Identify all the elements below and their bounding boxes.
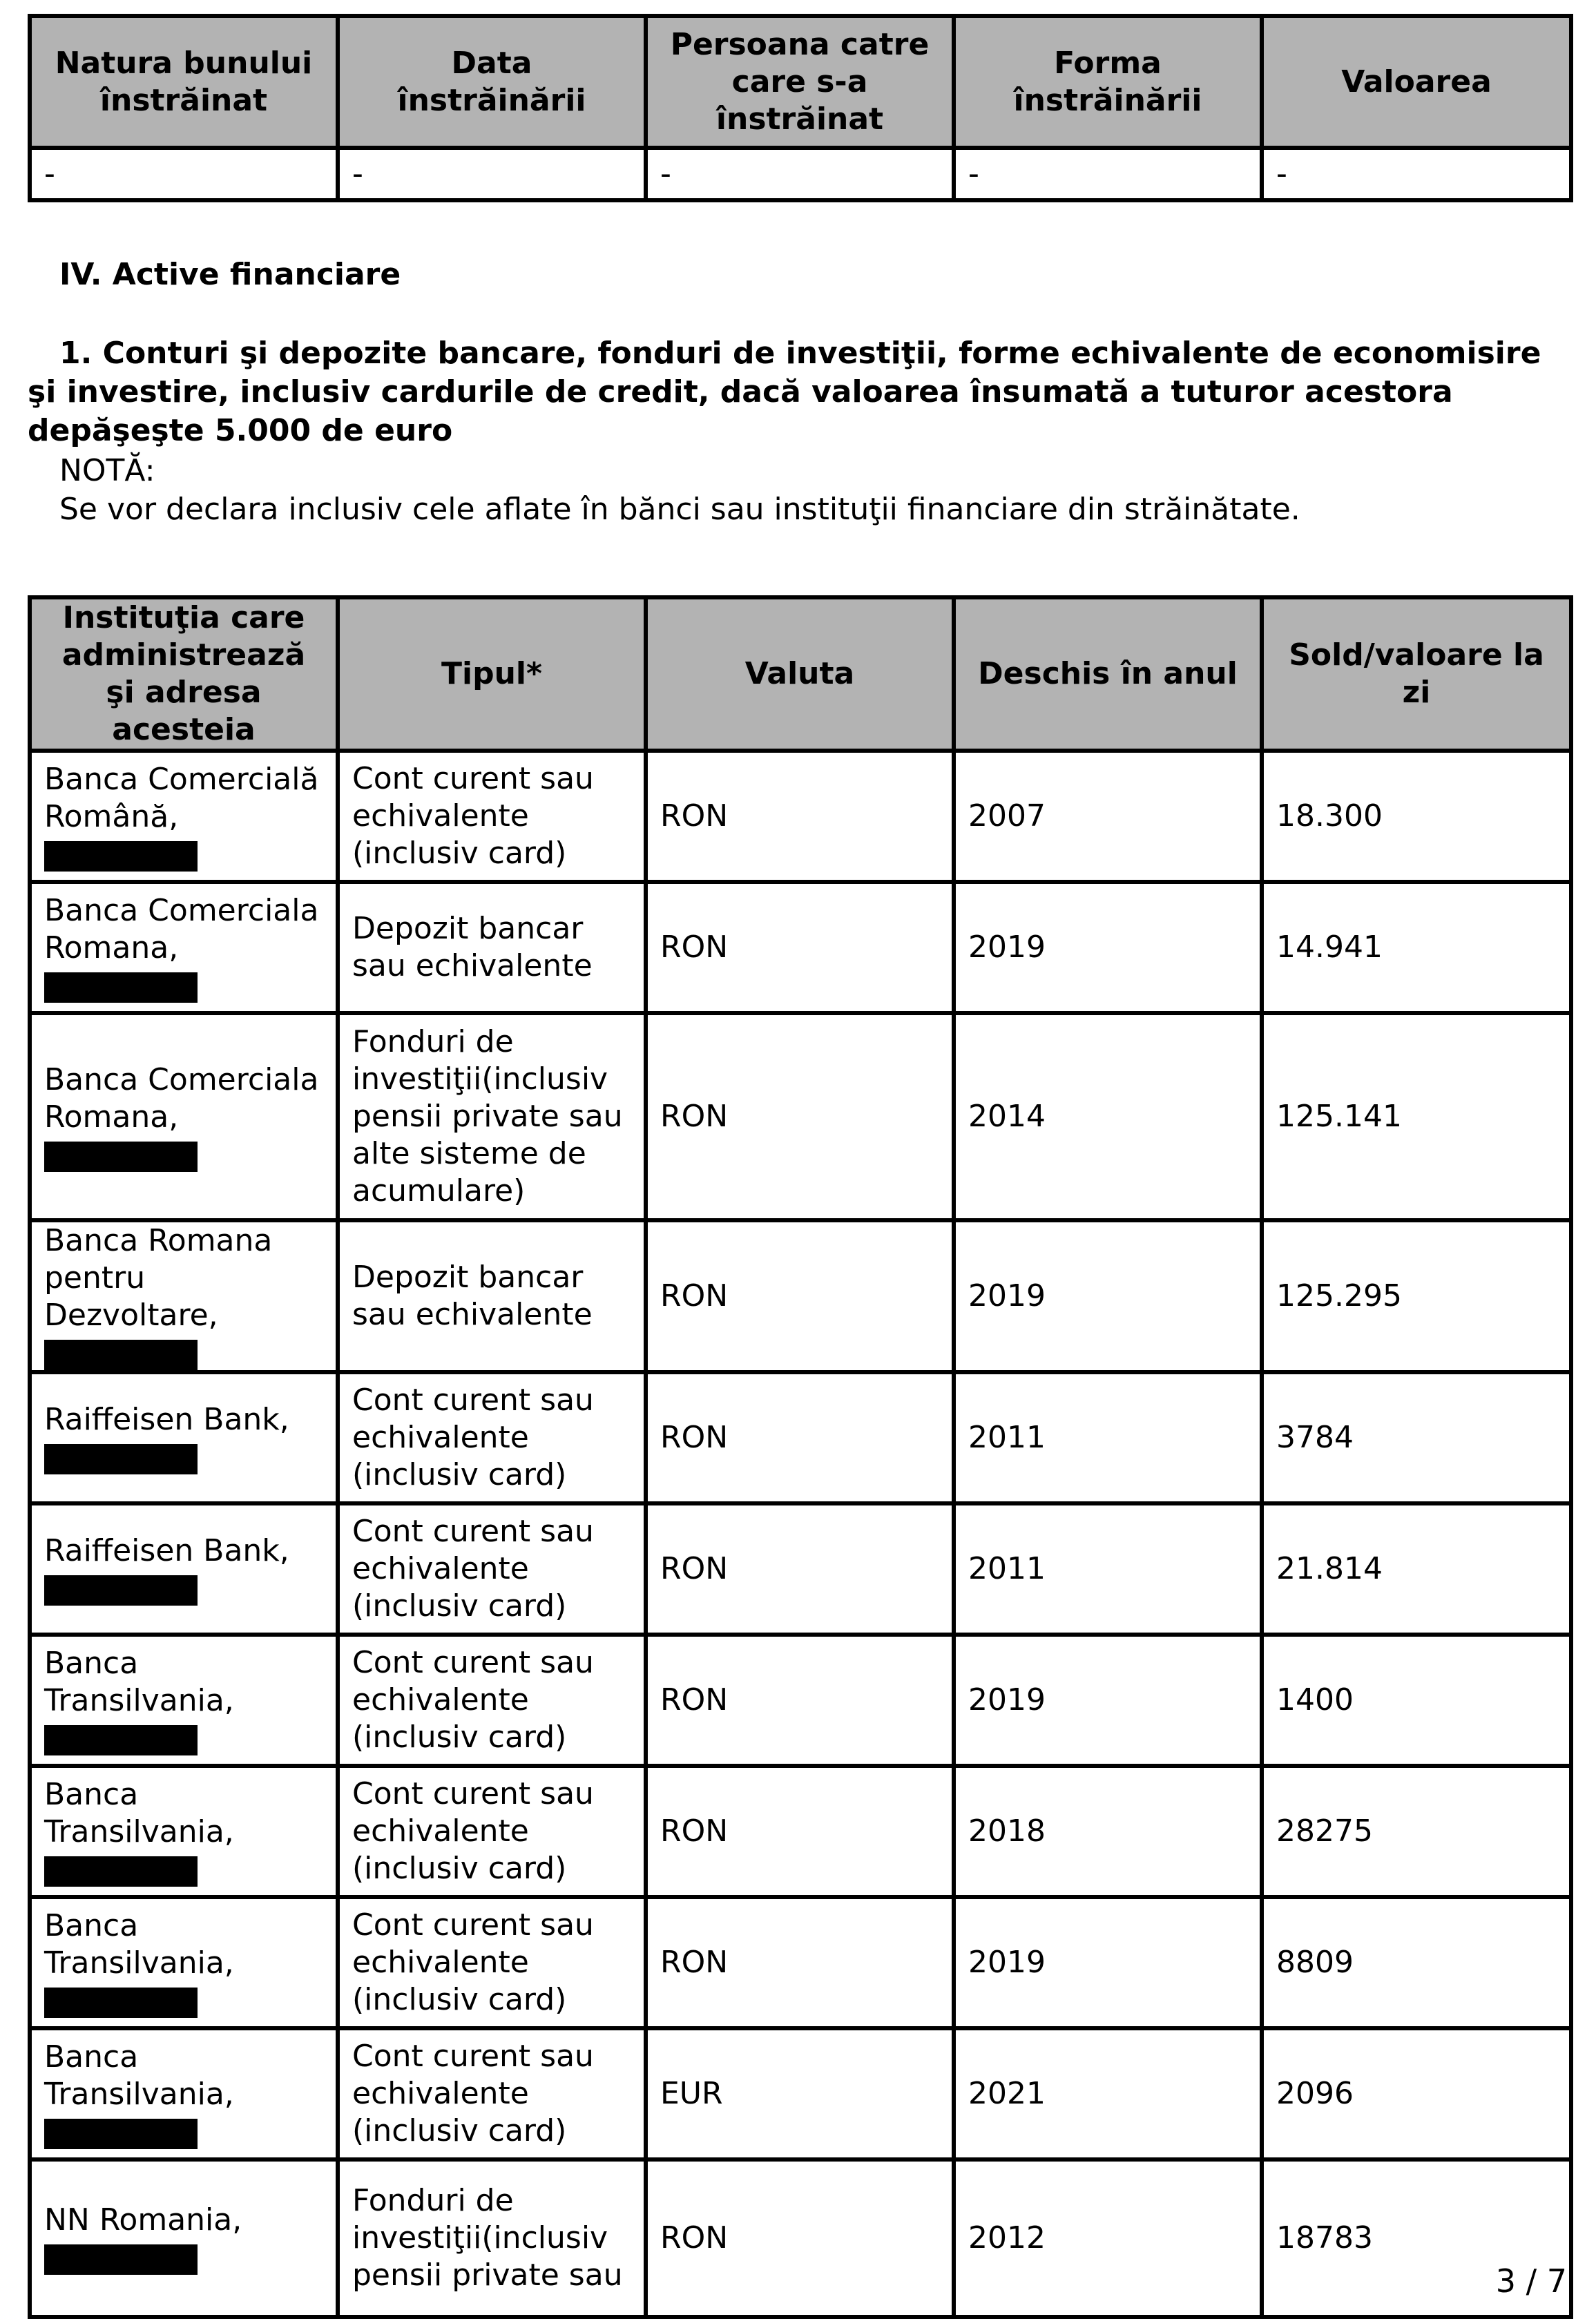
institution-cell: [30, 1503, 338, 1635]
institution-name: Banca Comerciala Romana,: [44, 1062, 319, 1135]
redacted-address: [44, 1444, 198, 1474]
currency-cell: EUR: [646, 2028, 954, 2159]
institution-cell: [30, 1897, 338, 2028]
table-row: [30, 1220, 1571, 1372]
currency-cell: RON: [646, 1635, 954, 1766]
type-cell: Cont curent sau echivalente (inclusiv card): [338, 1897, 646, 2028]
header-deschis: Deschis în anul: [954, 597, 1262, 751]
balance-cell: 8809: [1262, 1897, 1571, 2028]
type-cell: Cont curent sau echivalente (inclusiv card): [338, 1503, 646, 1635]
balance-cell: 1400: [1262, 1635, 1571, 1766]
header-tipul: Tipul*: [338, 597, 646, 751]
balance-cell: 18783: [1262, 2159, 1571, 2317]
balance-cell: 125.141: [1262, 1013, 1571, 1220]
header-sold: Sold/valoare la zi: [1262, 597, 1571, 751]
table-cell: -: [646, 148, 954, 200]
type-cell: Cont curent sau echivalente (inclusiv card): [338, 1635, 646, 1766]
page-number: 3 / 7: [1495, 2262, 1567, 2300]
year-cell: 2019: [954, 1635, 1262, 1766]
table-row: [30, 148, 1571, 200]
header-natura-bunului: Natura bunului înstrăinat: [30, 16, 338, 148]
section-paragraph: 1. Conturi şi depozite bancare, fonduri de investiţii, forme echivalente de economisire şi investire, inclusiv cardurile de credit, dacă valoarea însumată a tuturor acestora depăşeşte 5.000 de euro: [28, 336, 1541, 448]
type-cell: Fonduri de investiţii(inclusiv pensii private sau: [338, 2159, 646, 2317]
header-forma: Forma înstrăinării: [954, 16, 1262, 148]
balance-cell: 3784: [1262, 1372, 1571, 1503]
currency-cell: RON: [646, 1013, 954, 1220]
year-cell: 2018: [954, 1766, 1262, 1897]
type-cell: Cont curent sau echivalente (inclusiv card): [338, 1766, 646, 1897]
type-cell: Depozit bancar sau echivalente: [338, 1220, 646, 1372]
section-title: IV. Active financiare: [59, 257, 401, 292]
table-cell: -: [1262, 148, 1571, 200]
institution-cell: [30, 1635, 338, 1766]
currency-cell: RON: [646, 1766, 954, 1897]
currency-cell: RON: [646, 751, 954, 882]
institution-cell: [30, 751, 338, 882]
year-cell: 2019: [954, 1897, 1262, 2028]
year-cell: 2011: [954, 1503, 1262, 1635]
header-persoana: Persoana catre care s-a înstrăinat: [646, 16, 954, 148]
institution-name: Banca Transilvania,: [44, 2039, 234, 2112]
balance-cell: 18.300: [1262, 751, 1571, 882]
table-cell: -: [338, 148, 646, 200]
type-cell: Cont curent sau echivalente (inclusiv card): [338, 1372, 646, 1503]
redacted-address: [44, 972, 198, 1003]
currency-cell: RON: [646, 1372, 954, 1503]
header-valuta: Valuta: [646, 597, 954, 751]
balance-cell: 21.814: [1262, 1503, 1571, 1635]
nota-text: Se vor declara inclusiv cele aflate în bănci sau instituţii financiare din străinătate.: [59, 492, 1300, 527]
balance-cell: 2096: [1262, 2028, 1571, 2159]
institution-name: Banca Transilvania,: [44, 1646, 234, 1718]
table-header-row: [30, 16, 1571, 148]
institution-name: Banca Comerciala Romana,: [44, 893, 319, 965]
redacted-address: [44, 2244, 198, 2275]
header-valoarea: Valoarea: [1262, 16, 1571, 148]
table-row: [30, 751, 1571, 882]
header-institutia: Instituţia care administrează şi adresa acesteia: [30, 597, 338, 751]
table-row: [30, 2028, 1571, 2159]
institution-name: Raiffeisen Bank,: [44, 1533, 289, 1568]
currency-cell: RON: [646, 1220, 954, 1372]
table-row: [30, 2159, 1571, 2317]
institution-name: NN Romania,: [44, 2202, 242, 2238]
institution-cell: [30, 1013, 338, 1220]
alienated-assets-table: [28, 14, 1573, 202]
table-row: [30, 1372, 1571, 1503]
year-cell: 2019: [954, 882, 1262, 1013]
financial-accounts-table: [28, 595, 1573, 2319]
institution-cell: [30, 2028, 338, 2159]
institution-cell: [30, 1372, 338, 1503]
year-cell: 2014: [954, 1013, 1262, 1220]
institution-name: Banca Transilvania,: [44, 1777, 234, 1849]
table-cell: -: [954, 148, 1262, 200]
type-cell: Cont curent sau echivalente (inclusiv card): [338, 2028, 646, 2159]
redacted-address: [44, 1988, 198, 2018]
redacted-address: [44, 1725, 198, 1755]
year-cell: 2012: [954, 2159, 1262, 2317]
institution-cell: [30, 882, 338, 1013]
redacted-address: [44, 1856, 198, 1887]
year-cell: 2019: [954, 1220, 1262, 1372]
table-row: [30, 882, 1571, 1013]
currency-cell: RON: [646, 2159, 954, 2317]
currency-cell: RON: [646, 882, 954, 1013]
table-row: [30, 1503, 1571, 1635]
type-cell: Cont curent sau echivalente (inclusiv card): [338, 751, 646, 882]
institution-name: Banca Comercială Română,: [44, 762, 319, 834]
redacted-address: [44, 841, 198, 872]
balance-cell: 125.295: [1262, 1220, 1571, 1372]
currency-cell: RON: [646, 1503, 954, 1635]
institution-name: Raiffeisen Bank,: [44, 1402, 289, 1437]
table-row: [30, 1897, 1571, 2028]
header-data-instrainarii: Data înstrăinării: [338, 16, 646, 148]
nota-label: NOTĂ:: [59, 453, 155, 488]
table-row: [30, 1013, 1571, 1220]
table-cell: -: [30, 148, 338, 200]
redacted-address: [44, 2119, 198, 2149]
year-cell: 2007: [954, 751, 1262, 882]
institution-cell: [30, 1220, 338, 1372]
type-cell: Depozit bancar sau echivalente: [338, 882, 646, 1013]
redacted-address: [44, 1340, 198, 1370]
year-cell: 2021: [954, 2028, 1262, 2159]
year-cell: 2011: [954, 1372, 1262, 1503]
type-cell: Fonduri de investiţii(inclusiv pensii private sau alte sisteme de acumulare): [338, 1013, 646, 1220]
currency-cell: RON: [646, 1897, 954, 2028]
table-row: [30, 1766, 1571, 1897]
balance-cell: 14.941: [1262, 882, 1571, 1013]
table-header-row: [30, 597, 1571, 751]
institution-name: Banca Transilvania,: [44, 1908, 234, 1981]
table-row: [30, 1635, 1571, 1766]
balance-cell: 28275: [1262, 1766, 1571, 1897]
institution-cell: [30, 2159, 338, 2317]
institution-name: Banca Romana pentru Dezvoltare,: [44, 1223, 273, 1333]
redacted-address: [44, 1142, 198, 1172]
redacted-address: [44, 1575, 198, 1606]
institution-cell: [30, 1766, 338, 1897]
